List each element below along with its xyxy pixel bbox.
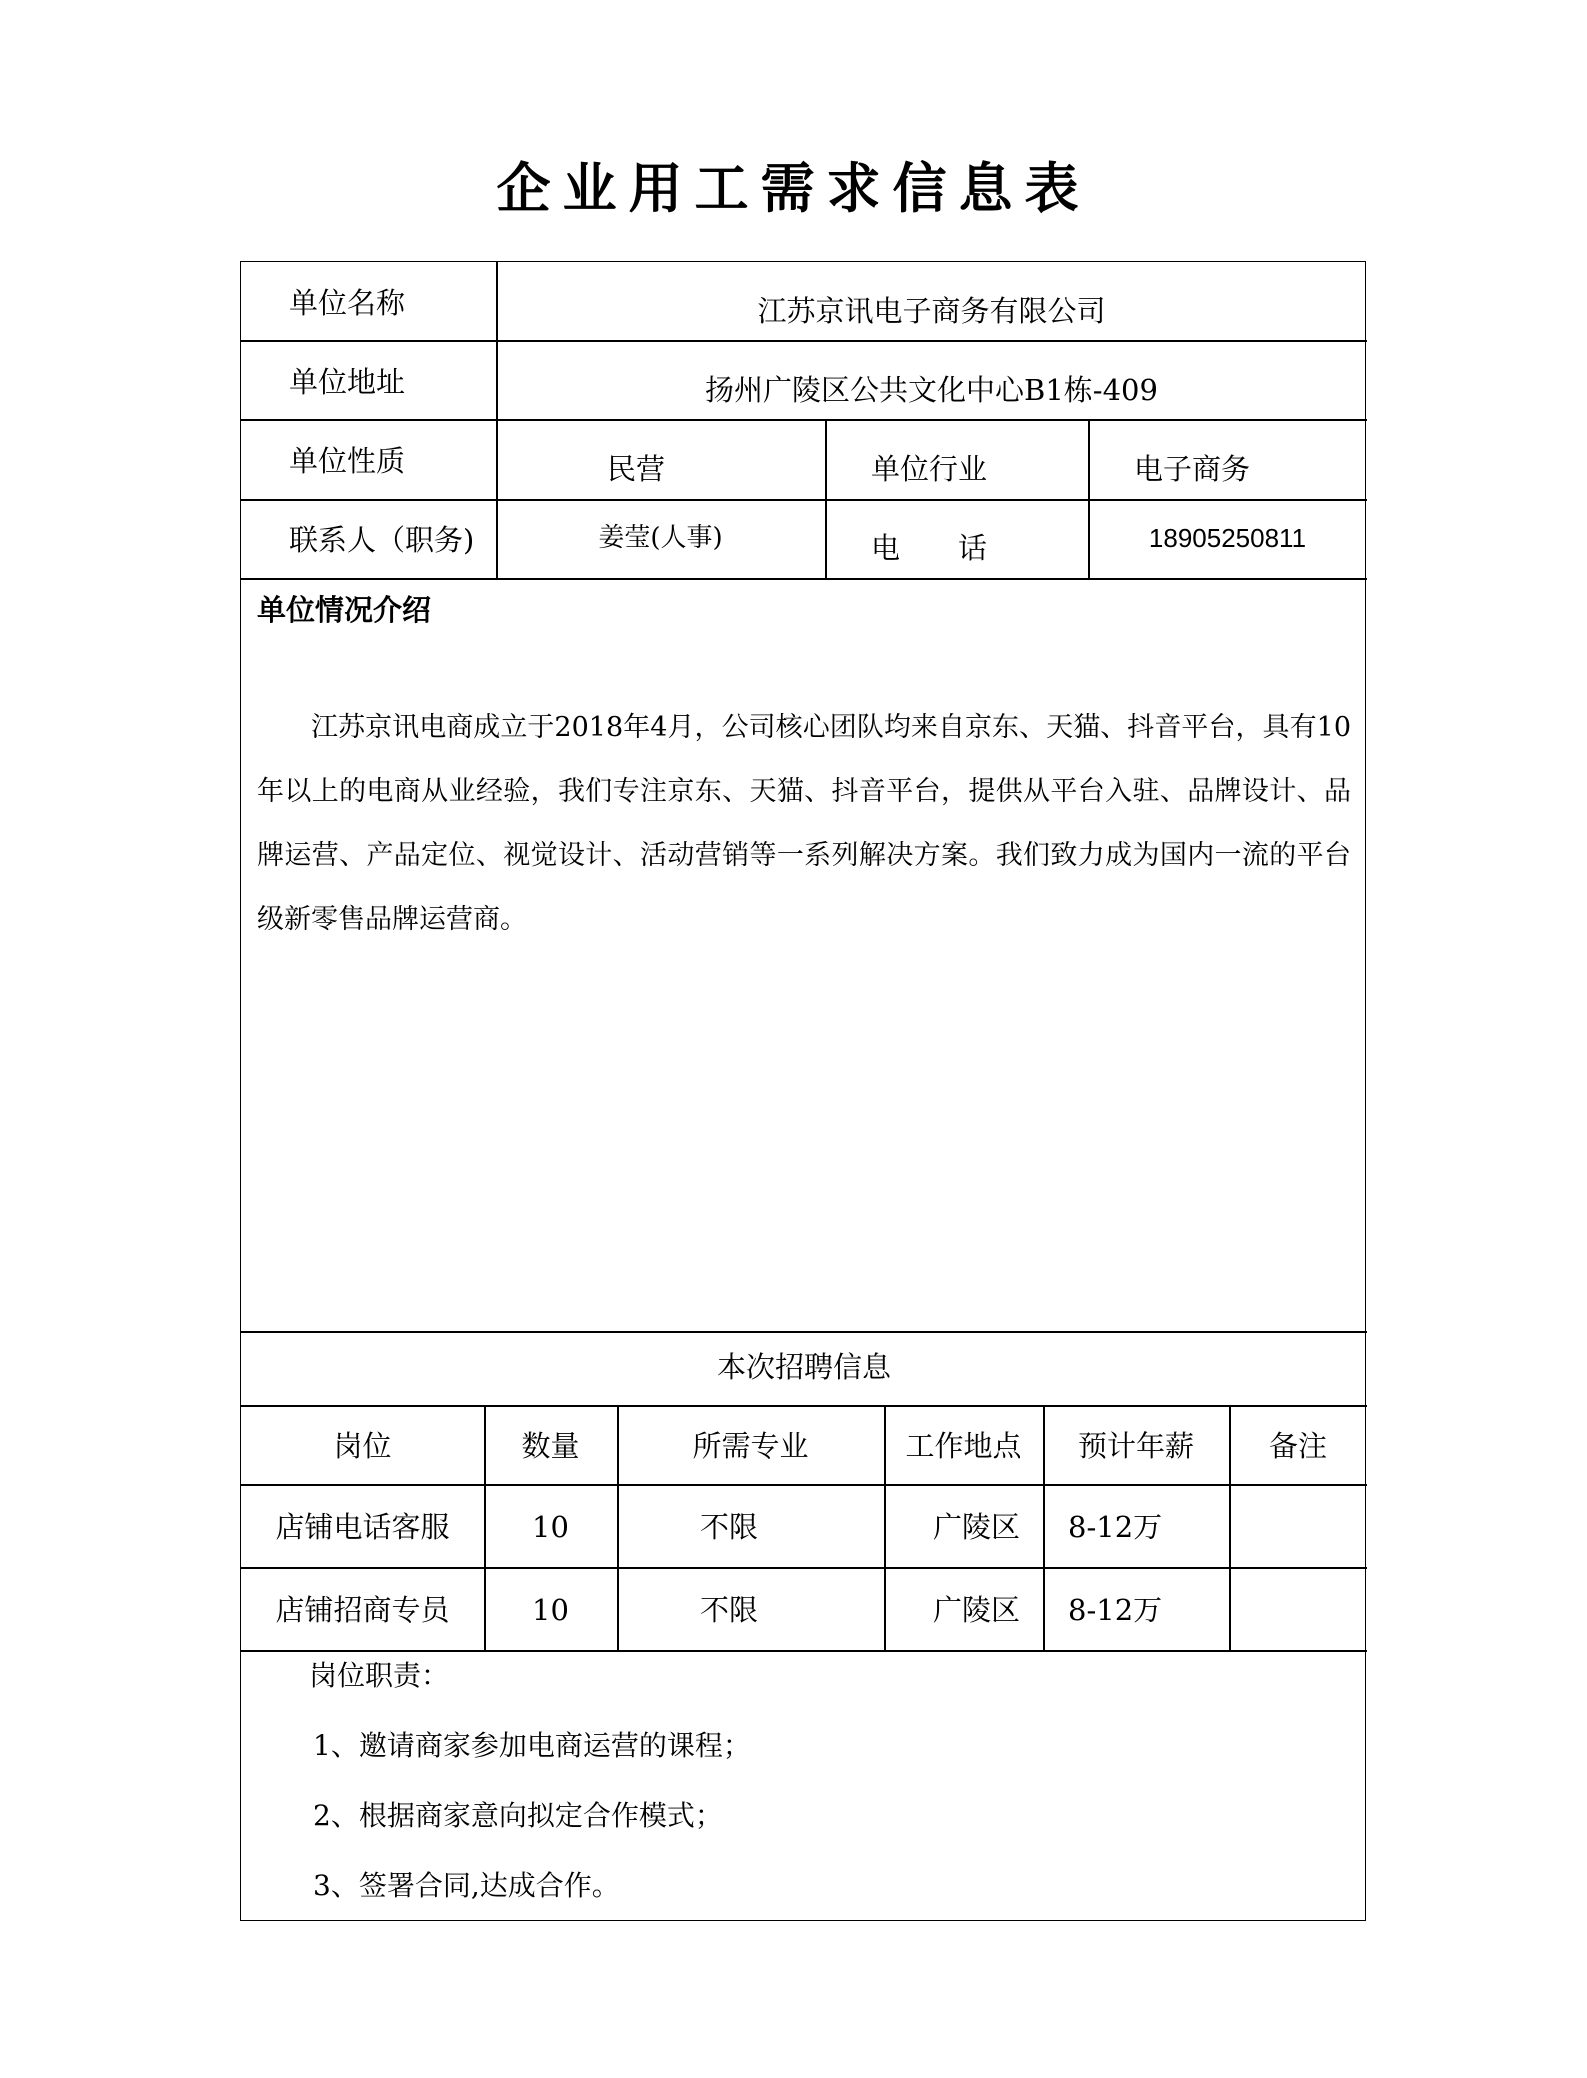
row-divider bbox=[241, 1484, 1367, 1486]
duty-item: 1、邀请商家参加电商运营的课程； bbox=[313, 1729, 751, 1762]
col-header-salary: 预计年薪 bbox=[1077, 1429, 1194, 1463]
job-demand-form bbox=[240, 261, 1366, 1921]
page-title: 企业用工需求信息表 bbox=[496, 156, 1091, 220]
unit-nature-value: 民营 bbox=[607, 452, 666, 486]
phone-value: 18905250811 bbox=[1148, 523, 1307, 553]
unit-name-value: 江苏京讯电子商务有限公司 bbox=[757, 294, 1106, 328]
col-header-notes: 备注 bbox=[1268, 1429, 1327, 1463]
duty-item: 3、签署合同,达成合作。 bbox=[313, 1869, 620, 1902]
contact-label: 联系人（职务) bbox=[289, 523, 475, 557]
col-header-major: 所需专业 bbox=[692, 1429, 809, 1463]
table-cell-major: 不限 bbox=[700, 1510, 759, 1544]
table-cell-major: 不限 bbox=[700, 1593, 759, 1627]
table-cell-quantity: 10 bbox=[532, 1510, 569, 1544]
unit-address-label: 单位地址 bbox=[289, 365, 406, 399]
phone-label: 电 话 bbox=[871, 531, 988, 565]
row-divider bbox=[241, 578, 1367, 580]
table-cell-location: 广陵区 bbox=[933, 1510, 1021, 1544]
row-divider bbox=[241, 340, 1367, 342]
row-divider bbox=[241, 1650, 1367, 1652]
unit-address-value: 扬州广陵区公共文化中心B1栋-409 bbox=[705, 373, 1158, 407]
col-header-location: 工作地点 bbox=[905, 1429, 1022, 1463]
table-cell-position: 店铺电话客服 bbox=[275, 1510, 450, 1544]
unit-name-label: 单位名称 bbox=[289, 286, 406, 320]
recruit-heading: 本次招聘信息 bbox=[716, 1350, 891, 1384]
col-header-position: 岗位 bbox=[333, 1429, 392, 1463]
row-divider bbox=[241, 499, 1367, 501]
unit-industry-value: 电子商务 bbox=[1134, 452, 1251, 486]
unit-industry-label: 单位行业 bbox=[871, 452, 988, 486]
table-cell-location: 广陵区 bbox=[933, 1593, 1021, 1627]
unit-nature-label: 单位性质 bbox=[289, 444, 406, 478]
duties-heading: 岗位职责： bbox=[309, 1659, 450, 1692]
row-divider bbox=[241, 1405, 1367, 1407]
row-divider bbox=[241, 1331, 1367, 1333]
table-cell-salary: 8-12万 bbox=[1068, 1593, 1163, 1627]
intro-heading: 单位情况介绍 bbox=[257, 593, 432, 627]
contact-value: 姜莹(人事) bbox=[598, 523, 723, 553]
table-cell-quantity: 10 bbox=[532, 1593, 569, 1627]
duty-item: 2、根据商家意向拟定合作模式； bbox=[313, 1799, 723, 1832]
col-header-quantity: 数量 bbox=[521, 1429, 580, 1463]
row-divider bbox=[241, 1567, 1367, 1569]
intro-text: 江苏京讯电商成立于2018年4月，公司核心团队均来自京东、天猫、抖音平台，具有10年以上的电商从业经验，我们专注京东、天猫、抖音平台，提供从平台入驻、品牌设计、品牌运营、产品定位、视觉设计、活动营销等一系列解决方案。我们致力成为国内一流的平台级新零售品牌运营商。 bbox=[257, 712, 1351, 935]
table-cell-position: 店铺招商专员 bbox=[275, 1593, 450, 1627]
row-divider bbox=[241, 419, 1367, 421]
col-divider bbox=[825, 419, 827, 578]
table-cell-salary: 8-12万 bbox=[1068, 1510, 1163, 1544]
